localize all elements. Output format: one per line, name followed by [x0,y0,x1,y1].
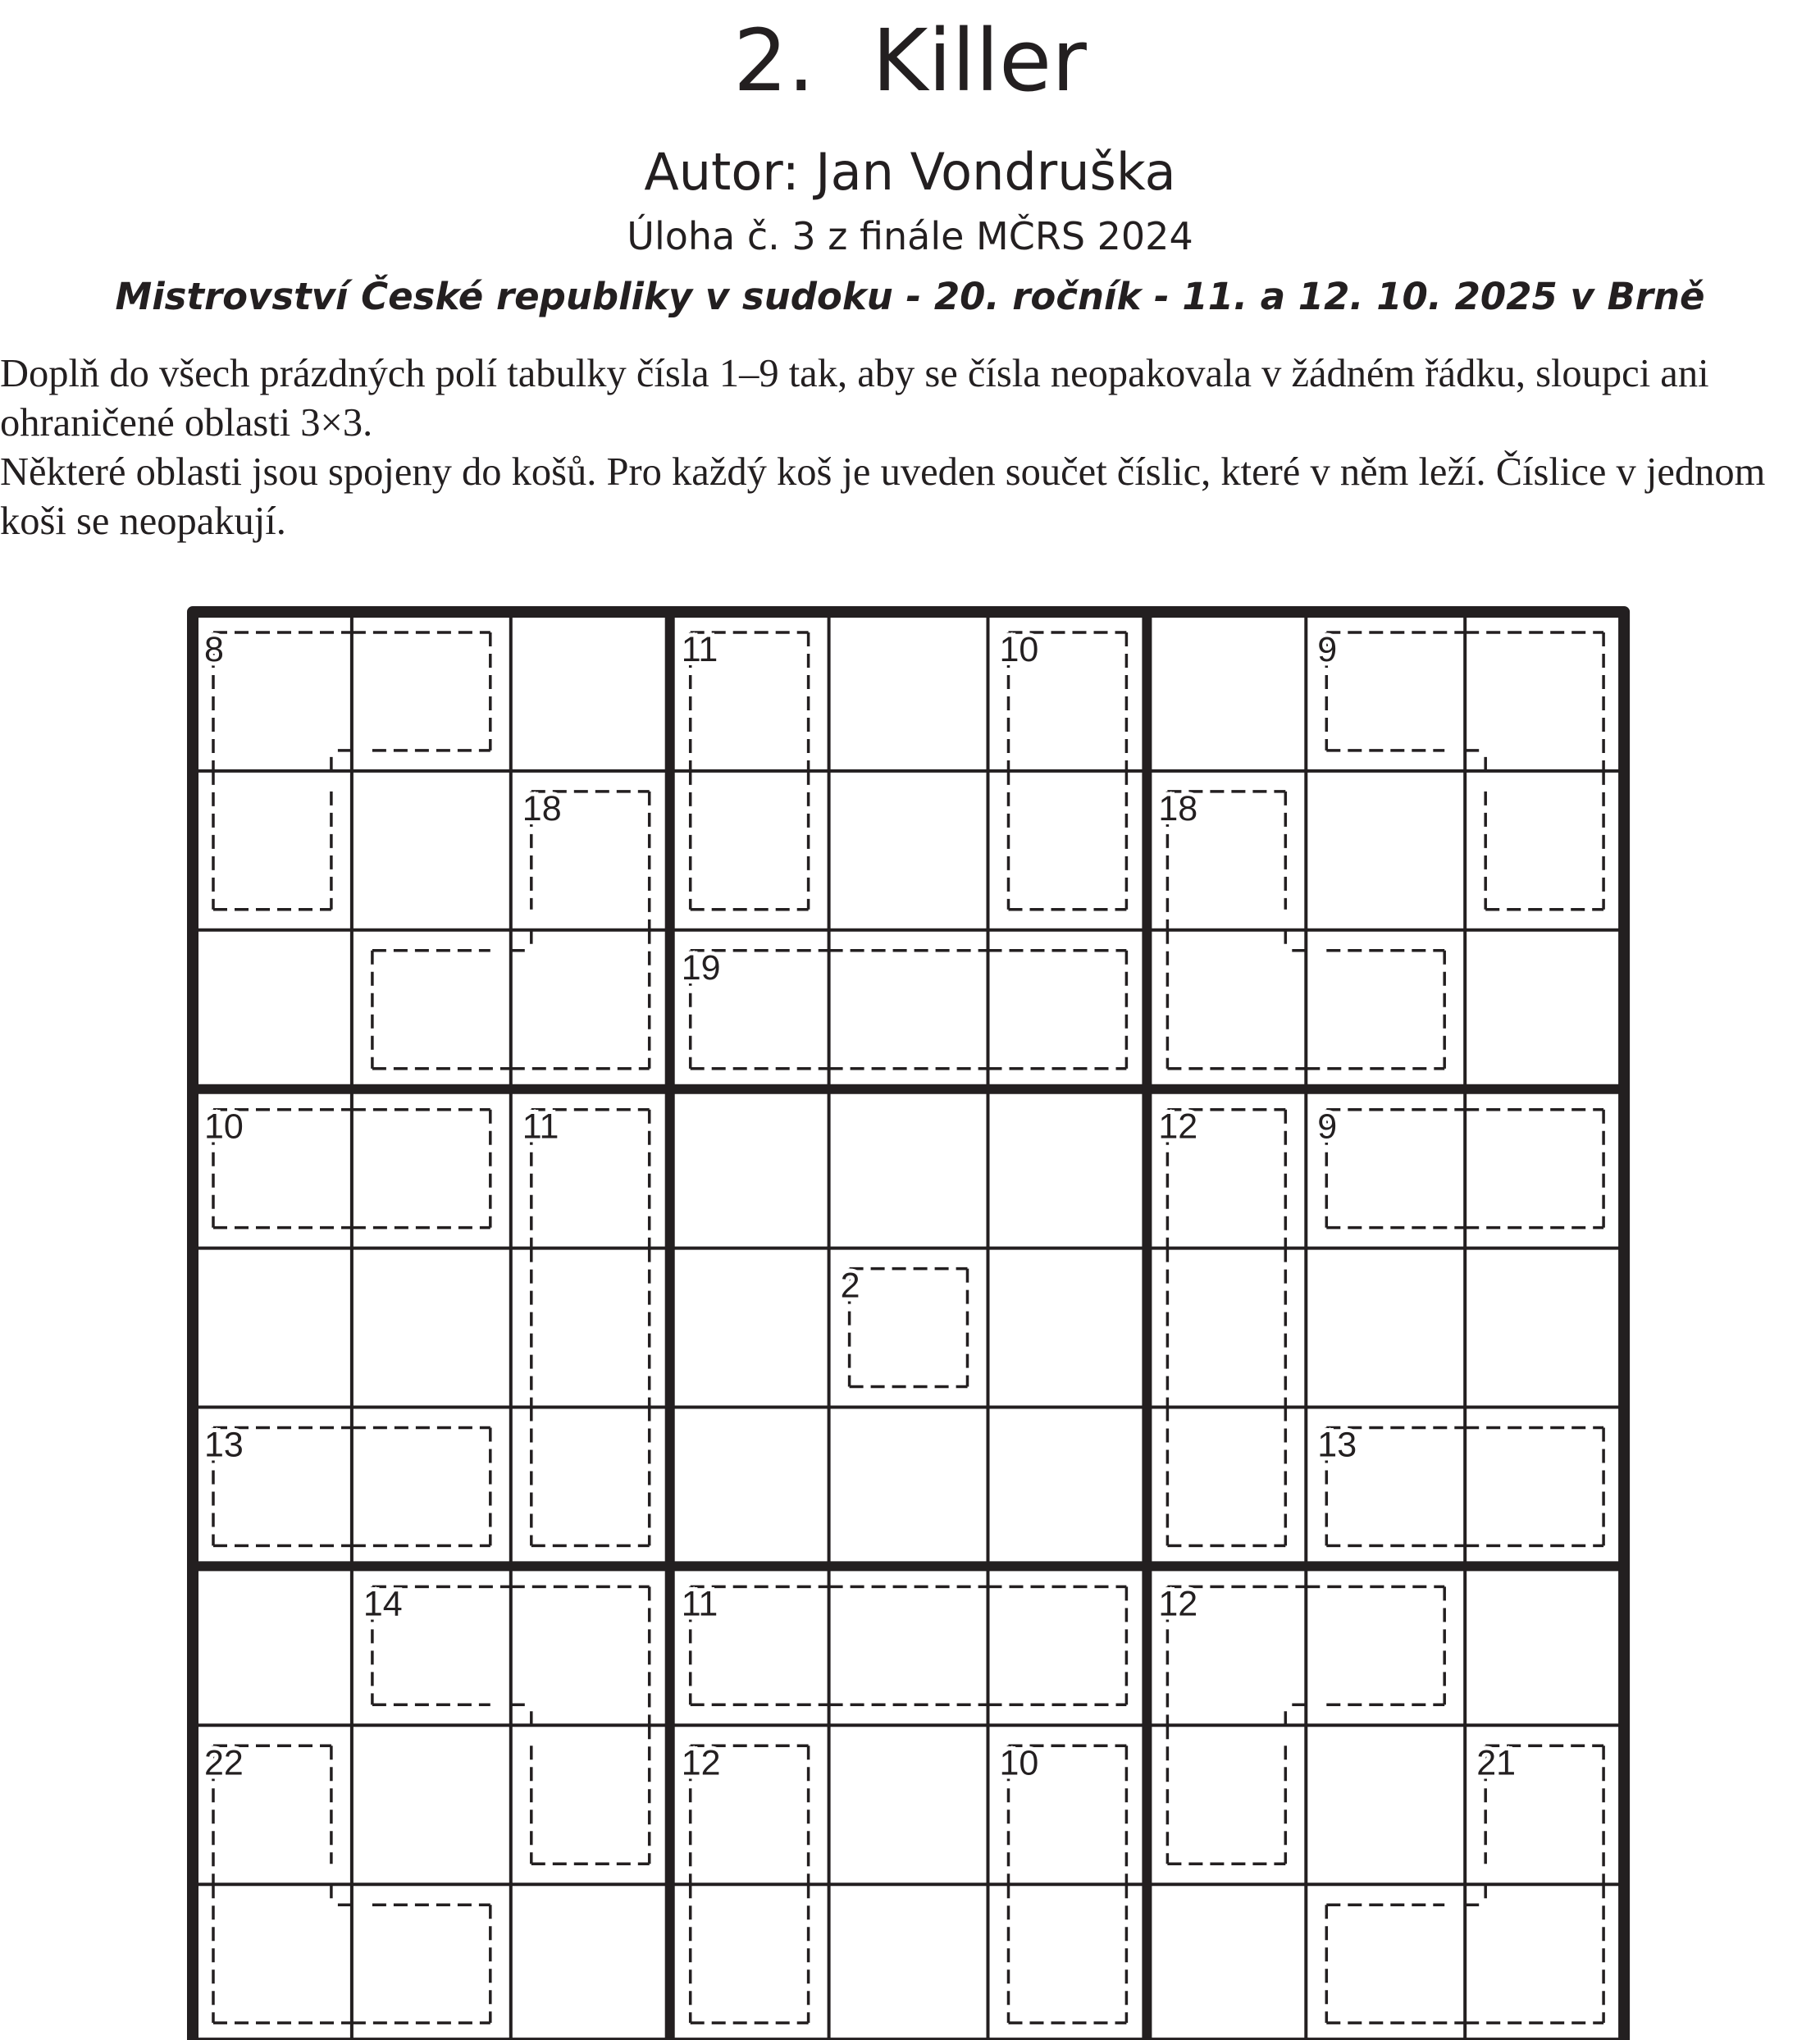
cage-sum-label: 14 [363,1584,403,1624]
cage-sum-label: 9 [1317,1107,1338,1147]
cage-sum-label: 10 [204,1107,244,1147]
grid-cell-r8c7[interactable] [1147,1725,1306,1884]
rules-paragraph-2: Některé oblasti jsou spojeny do košů. Pro každý koš je uveden součet číslic, které v něm leží. Číslice v jednom koši se neopakují. [0,450,1766,543]
cage-sum-label: 11 [522,1107,559,1147]
grid-cell-r7c6[interactable] [988,1566,1147,1725]
grid-cell-r4c9[interactable] [1465,1089,1624,1248]
grid-cell-r8c2[interactable] [352,1725,511,1884]
grid-cell-r1c2[interactable] [352,612,511,771]
event-line: Mistrovství České republiky v sudoku - 20. ročník - 11. a 12. 10. 2025 v Brně [115,275,1705,318]
grid-cell-r3c2[interactable] [352,930,511,1089]
grid-cell-r2c9[interactable] [1465,771,1624,930]
grid-cell-r5c7[interactable] [1147,1248,1306,1408]
grid-cell-r9c6[interactable] [988,1884,1147,2040]
grid-cell-r2c2[interactable] [352,771,511,930]
grid-cell-r7c8[interactable] [1306,1566,1465,1725]
grid-cell-r6c7[interactable] [1147,1408,1306,1567]
grid-cell-r5c2[interactable] [352,1248,511,1408]
grid-cell-r7c3[interactable] [511,1566,670,1725]
cage-sum-label: 12 [681,1743,721,1783]
grid-cell-r8c3[interactable] [511,1725,670,1884]
cage-sum-label: 12 [1158,1107,1198,1147]
cage-sum-label: 2 [840,1266,860,1306]
cage-sum-label: 18 [1158,788,1198,828]
grid-cell-r9c8[interactable] [1306,1884,1465,2040]
grid-cell-r5c3[interactable] [511,1248,670,1408]
grid-cell-r9c7[interactable] [1147,1884,1306,2040]
cage-sum-label: 10 [999,1743,1039,1783]
grid-cell-r9c4[interactable] [670,1884,829,2040]
task-source-line: Úloha č. 3 z finále MČRS 2024 [627,214,1193,258]
cage-sum-label: 22 [204,1743,244,1783]
grid-cell-r3c6[interactable] [988,930,1147,1089]
grid-cell-r7c1[interactable] [193,1566,352,1725]
rules-paragraph-1: Doplň do všech prázdných polí tabulky čísla 1–9 tak, aby se čísla neopakovala v žádném řádku, sloupci ani ohraničené oblasti 3×3. [0,352,1709,445]
grid-cell-r2c8[interactable] [1306,771,1465,930]
grid-cell-r3c9[interactable] [1465,930,1624,1089]
cage-sum-label: 11 [681,1584,718,1624]
grid-cell-r4c6[interactable] [988,1089,1147,1248]
cage-sum-label: 8 [204,630,224,669]
grid-cell-r2c4[interactable] [670,771,829,930]
grid-cell-r8c8[interactable] [1306,1725,1465,1884]
grid-cell-r9c2[interactable] [352,1884,511,2040]
grid-cell-r1c9[interactable] [1465,612,1624,771]
grid-cell-r5c9[interactable] [1465,1248,1624,1408]
grid-cell-r9c9[interactable] [1465,1884,1624,2040]
grid-cell-r3c8[interactable] [1306,930,1465,1089]
cage-sum-label: 13 [204,1425,244,1465]
grid-cell-r6c6[interactable] [988,1408,1147,1567]
grid-cell-r5c1[interactable] [193,1248,352,1408]
grid-cell-r8c5[interactable] [829,1725,988,1884]
cage-sum-label: 21 [1476,1743,1517,1783]
grid-cell-r1c5[interactable] [829,612,988,771]
cage-sum-label: 9 [1317,630,1338,669]
grid-cell-r3c3[interactable] [511,930,670,1089]
author-line: Autor: Jan Vondruška [644,142,1176,202]
puzzle-number: 2. [733,11,815,111]
grid-cell-r6c4[interactable] [670,1408,829,1567]
grid-cell-r3c5[interactable] [829,930,988,1089]
grid-cell-r1c3[interactable] [511,612,670,771]
cage-sum-label: 18 [522,788,562,828]
puzzle-title: Killer [872,11,1087,111]
grid-cell-r9c3[interactable] [511,1884,670,2040]
grid-cell-r9c5[interactable] [829,1884,988,2040]
cage-sum-label: 12 [1158,1584,1198,1624]
grid-cell-r7c9[interactable] [1465,1566,1624,1725]
cage-sum-label: 13 [1317,1425,1357,1465]
grid-cell-r2c1[interactable] [193,771,352,930]
grid-cell-r5c4[interactable] [670,1248,829,1408]
grid-cell-r4c4[interactable] [670,1089,829,1248]
grid-cell-r4c2[interactable] [352,1089,511,1248]
grid-cell-r2c6[interactable] [988,771,1147,930]
cage-sum-label: 11 [681,630,718,669]
grid-cell-r3c7[interactable] [1147,930,1306,1089]
cage-sum-label: 19 [681,947,721,988]
grid-cell-r3c1[interactable] [193,930,352,1089]
grid-cell-r4c5[interactable] [829,1089,988,1248]
grid-cell-r5c8[interactable] [1306,1248,1465,1408]
grid-cell-r6c9[interactable] [1465,1408,1624,1567]
grid-cell-r6c2[interactable] [352,1408,511,1567]
cage-sum-label: 10 [999,630,1039,669]
grid-cell-r2c5[interactable] [829,771,988,930]
grid-cell-r9c1[interactable] [193,1884,352,2040]
grid-cell-r6c3[interactable] [511,1408,670,1567]
grid-cell-r7c5[interactable] [829,1566,988,1725]
grid-cell-r5c6[interactable] [988,1248,1147,1408]
grid-cell-r6c5[interactable] [829,1408,988,1567]
grid-cell-r1c7[interactable] [1147,612,1306,771]
